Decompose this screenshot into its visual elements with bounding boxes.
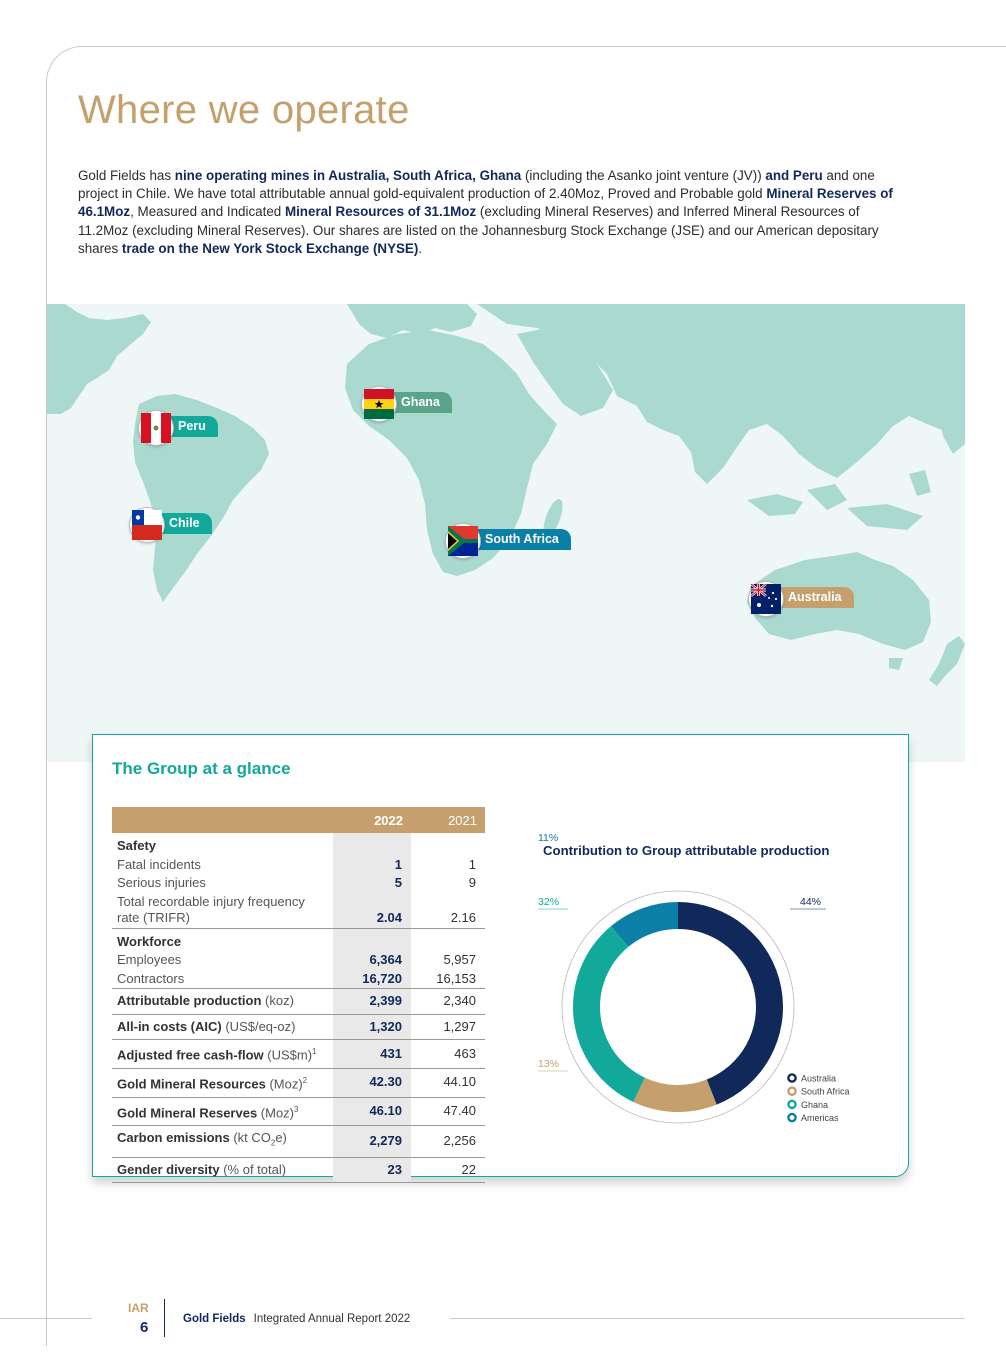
ghana-flag-icon (362, 387, 396, 421)
footer-section: IAR (128, 1301, 149, 1315)
south-africa-flag-icon (446, 524, 480, 558)
page-title: Where we operate (78, 88, 410, 132)
location-label: South Africa (463, 529, 571, 550)
legend-label-3: Americas (801, 1113, 839, 1124)
world-map (47, 304, 965, 762)
header-2021: 2021 (411, 807, 485, 833)
location-label: Chile (147, 513, 212, 534)
donut-slice-ghana (573, 926, 645, 1102)
chart-title: Contribution to Group attributable production (543, 843, 830, 858)
location-label: Australia (766, 587, 854, 608)
table-row: Carbon emissions (kt $CO_2e$) 2,279 2,256 (112, 1126, 485, 1157)
legend-label-1: South Africa (801, 1086, 850, 1097)
table-row: Fatal incidents 1 1 (112, 856, 485, 875)
table-row: Serious injuries 5 9 (112, 874, 485, 893)
section-workforce: Workforce (117, 933, 182, 949)
peru-flag-icon (139, 411, 173, 445)
table-row: Employees 6,364 5,957 (112, 951, 485, 970)
legend-marker-3 (788, 1114, 795, 1121)
glance-table (112, 807, 485, 1183)
table-row: Contractors 16,720 16,153 (112, 970, 485, 989)
table-row: Gender diversity (% of total) 23 22 (112, 1157, 485, 1183)
donut-label-1: 13% (538, 1058, 560, 1070)
legend-marker-2 (788, 1101, 795, 1108)
intro-paragraph: Gold Fields has nine operating mines in Australia, South Africa, Ghana (including the Asanko joint venture (JV)) and Peru and one project in Chile. We have total attributable annual gold-equivalent production of 2.40Moz, Proved and Probable gold Mineral Reserves of 46.1Moz, Measured and Indicated Mineral Resources of 31.1Moz (excluding Mineral Reserves) and Inferred Mineral Resources of 11.2Moz (excluding Mineral Reserves). Our shares are listed on the Johannesburg Stock Exchange (JSE) and our American depositary shares trade on the New York Stock Exchange (NYSE). (78, 168, 893, 256)
legend-marker-0 (788, 1074, 795, 1081)
legend-label-2: Ghana (801, 1099, 829, 1110)
footer-text: Gold Fields Integrated Annual Report 2022 (183, 1313, 411, 1325)
table-row: Total recordable injury frequency rate (TRIFR) 2.04 2.16 (112, 893, 485, 929)
table-row: Adjusted free cash-flow (US$m)$^1$ 431 463 (112, 1040, 485, 1069)
legend-marker-1 (788, 1088, 795, 1095)
section-safety: Safety (117, 838, 157, 853)
page-number: 6 (140, 1319, 149, 1336)
location-label: Peru (156, 416, 218, 437)
table-row: Gold Mineral Resources (Moz)$^2$ 42.30 44.10 (112, 1068, 485, 1097)
header-2022: 2022 (333, 807, 411, 833)
donut-label-2: 32% (538, 896, 560, 908)
group-at-a-glance-card (92, 734, 909, 1177)
australia-flag-icon (749, 582, 783, 616)
footer-rule-left (0, 1318, 92, 1319)
glance-title: The Group at a glance (112, 759, 291, 778)
table-header-row (112, 807, 485, 833)
table-row: Attributable production (koz) 2,399 2,340 (112, 989, 485, 1015)
legend-label-0: Australia (801, 1073, 837, 1084)
donut-label-3: 11% (538, 832, 559, 844)
table-row: Gold Mineral Reserves (Moz)$^3$ 46.10 47.40 (112, 1097, 485, 1126)
footer-divider (164, 1299, 165, 1337)
table-row: All-in costs (AIC) (US$/eq-oz) 1,320 1,297 (112, 1014, 485, 1040)
chile-flag-icon (130, 508, 164, 542)
donut-label-0: 44% (800, 896, 822, 908)
donut-slice-south-africa (633, 1078, 716, 1112)
footer-rule-right (450, 1318, 965, 1319)
location-label: Ghana (379, 392, 452, 413)
